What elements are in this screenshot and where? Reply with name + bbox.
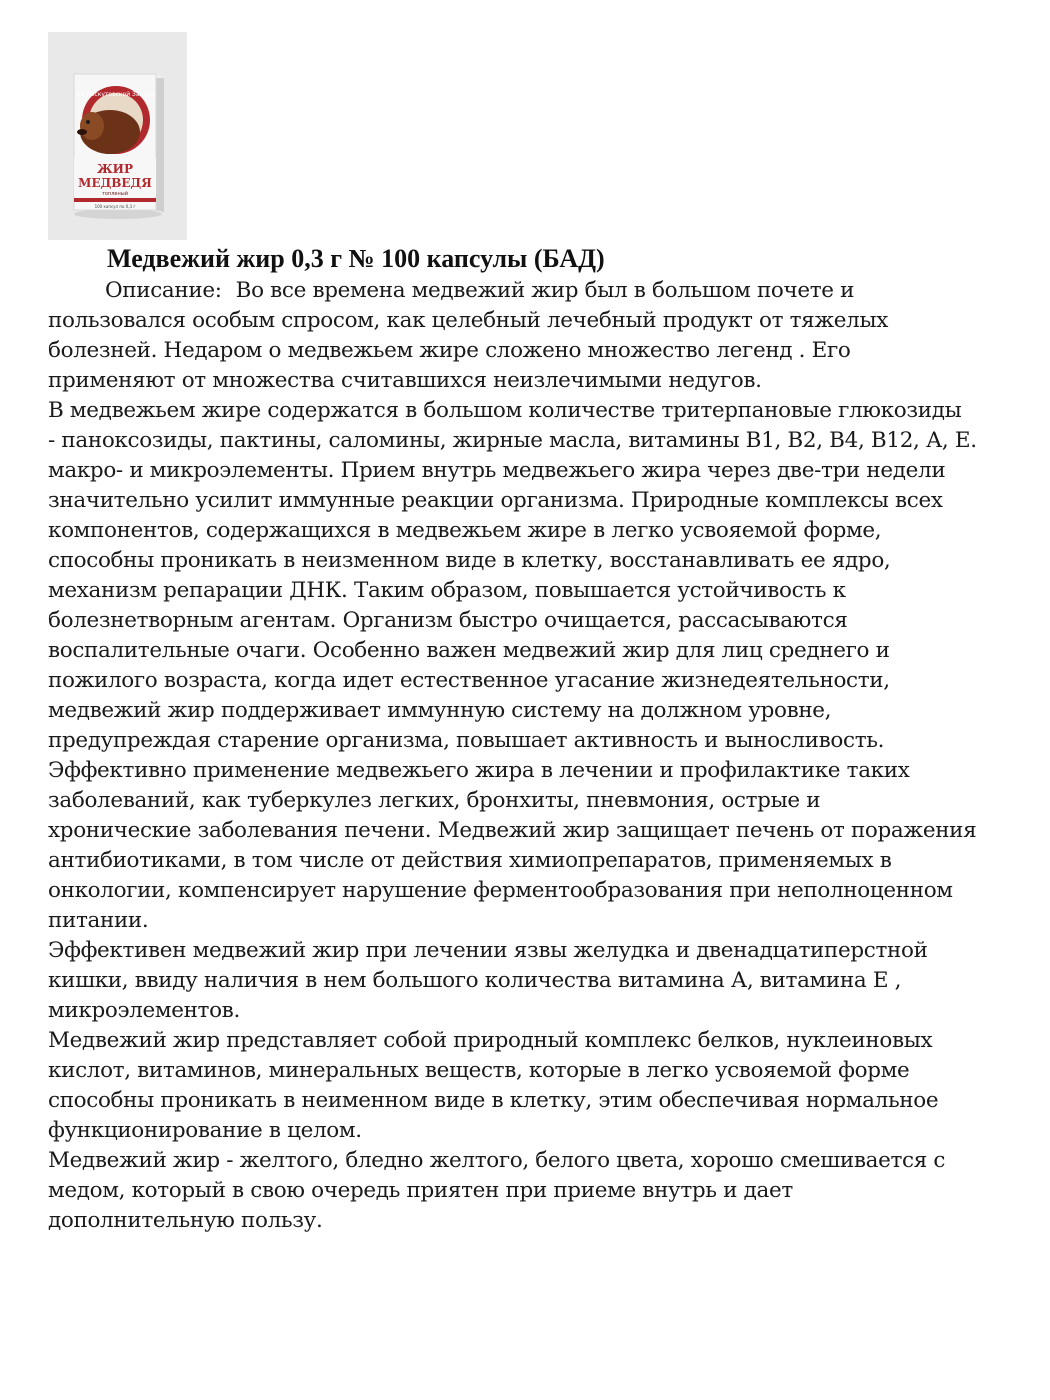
description-line: питании. [48, 908, 149, 933]
box-seal-text: на Лоскутовской Заимке [76, 91, 156, 98]
box-subtitle: топленый [102, 191, 128, 197]
description-line: пожилого возраста, когда идет естественное угасание жизнедеятельности, [48, 668, 890, 693]
description-line: Медвежий жир представляет собой природный комплекс белков, нуклеиновых [48, 1028, 933, 1053]
box-bottom-text: 100 капсул по 0,3 г [94, 204, 136, 209]
description-line: кишки, ввиду наличия в нем большого количества витамина А, витамина Е , [48, 968, 902, 993]
description-line: способны проникать в неименном виде в клетку, этим обеспечивая нормальное [48, 1088, 939, 1113]
description-line: функционирование в целом. [48, 1118, 362, 1143]
description-line: механизм репарации ДНК. Таким образом, повышается устойчивость к [48, 578, 846, 603]
description-line: пользовался особым спросом, как целебный лечебный продукт от тяжелых [48, 308, 889, 333]
box-name-line1: ЖИР [96, 162, 134, 176]
description-line: Эффективно применение медвежьего жира в лечении и профилактике таких [48, 758, 910, 783]
description-line: кислот, витаминов, минеральных веществ, которые в легко усвояемой форме [48, 1058, 910, 1083]
description-label: Описание: [105, 278, 222, 303]
description-line: хронические заболевания печени. Медвежий жир защищает печень от поражения [48, 818, 977, 843]
description-line: Эффективен медвежий жир при лечении язвы желудка и двенадцатиперстной [48, 938, 928, 963]
description-line: болезнетворным агентам. Организм быстро очищается, рассасываются [48, 608, 848, 633]
description-line: компонентов, содержащихся в медвежьем жире в легко усвояемой форме, [48, 518, 882, 543]
description-line: воспалительные очаги. Особенно важен медвежий жир для лиц среднего и [48, 638, 890, 663]
page-title: Медвежий жир 0,3 г № 100 капсулы (БАД) [107, 244, 605, 273]
product-description [48, 276, 1038, 1236]
description-line: болезней. Недаром о медвежьем жире сложено множество легенд . Его [48, 338, 851, 363]
product-box-illustration [48, 32, 187, 240]
description-line: медвежий жир поддерживает иммунную систему на должном уровне, [48, 698, 832, 723]
description-line: дополнительную пользу. [48, 1208, 323, 1233]
description-line: макро- и микроэлементы. Прием внутрь медвежьего жира через две-три недели [48, 458, 946, 483]
description-line: применяют от множества считавшихся неизлечимыми недугов. [48, 368, 762, 393]
description-line-text: Во все времена медвежий жир был в большом почете и [235, 278, 855, 303]
description-line: медом, который в свою очередь приятен при приеме внутрь и дает [48, 1178, 793, 1203]
box-name-line2: МЕДВЕДЯ [78, 176, 152, 190]
description-line: - паноксозиды, пактины, саломины, жирные масла, витамины В1, В2, В4, В12, А, Е. [48, 428, 977, 453]
description-line: значительно усилит иммунные реакции организма. Природные комплексы всех [48, 488, 943, 513]
description-line: онкологии, компенсирует нарушение ферментообразования при неполноценном [48, 878, 953, 903]
description-line: Медвежий жир - желтого, бледно желтого, белого цвета, хорошо смешивается с [48, 1148, 946, 1173]
product-image [48, 32, 187, 240]
description-line [48, 276, 1038, 306]
description-line: В медвежьем жире содержатся в большом количестве тритерпановые глюкозиды [48, 398, 962, 423]
description-line: антибиотиками, в том числе от действия химиопрепаратов, применяемых в [48, 848, 892, 873]
description-line: микроэлементов. [48, 998, 240, 1023]
description-line: способны проникать в неизменном виде в клетку, восстанавливать ее ядро, [48, 548, 891, 573]
description-line: предупреждая старение организма, повышает активность и выносливость. [48, 728, 885, 753]
description-line: заболеваний, как туберкулез легких, бронхиты, пневмония, острые и [48, 788, 821, 813]
